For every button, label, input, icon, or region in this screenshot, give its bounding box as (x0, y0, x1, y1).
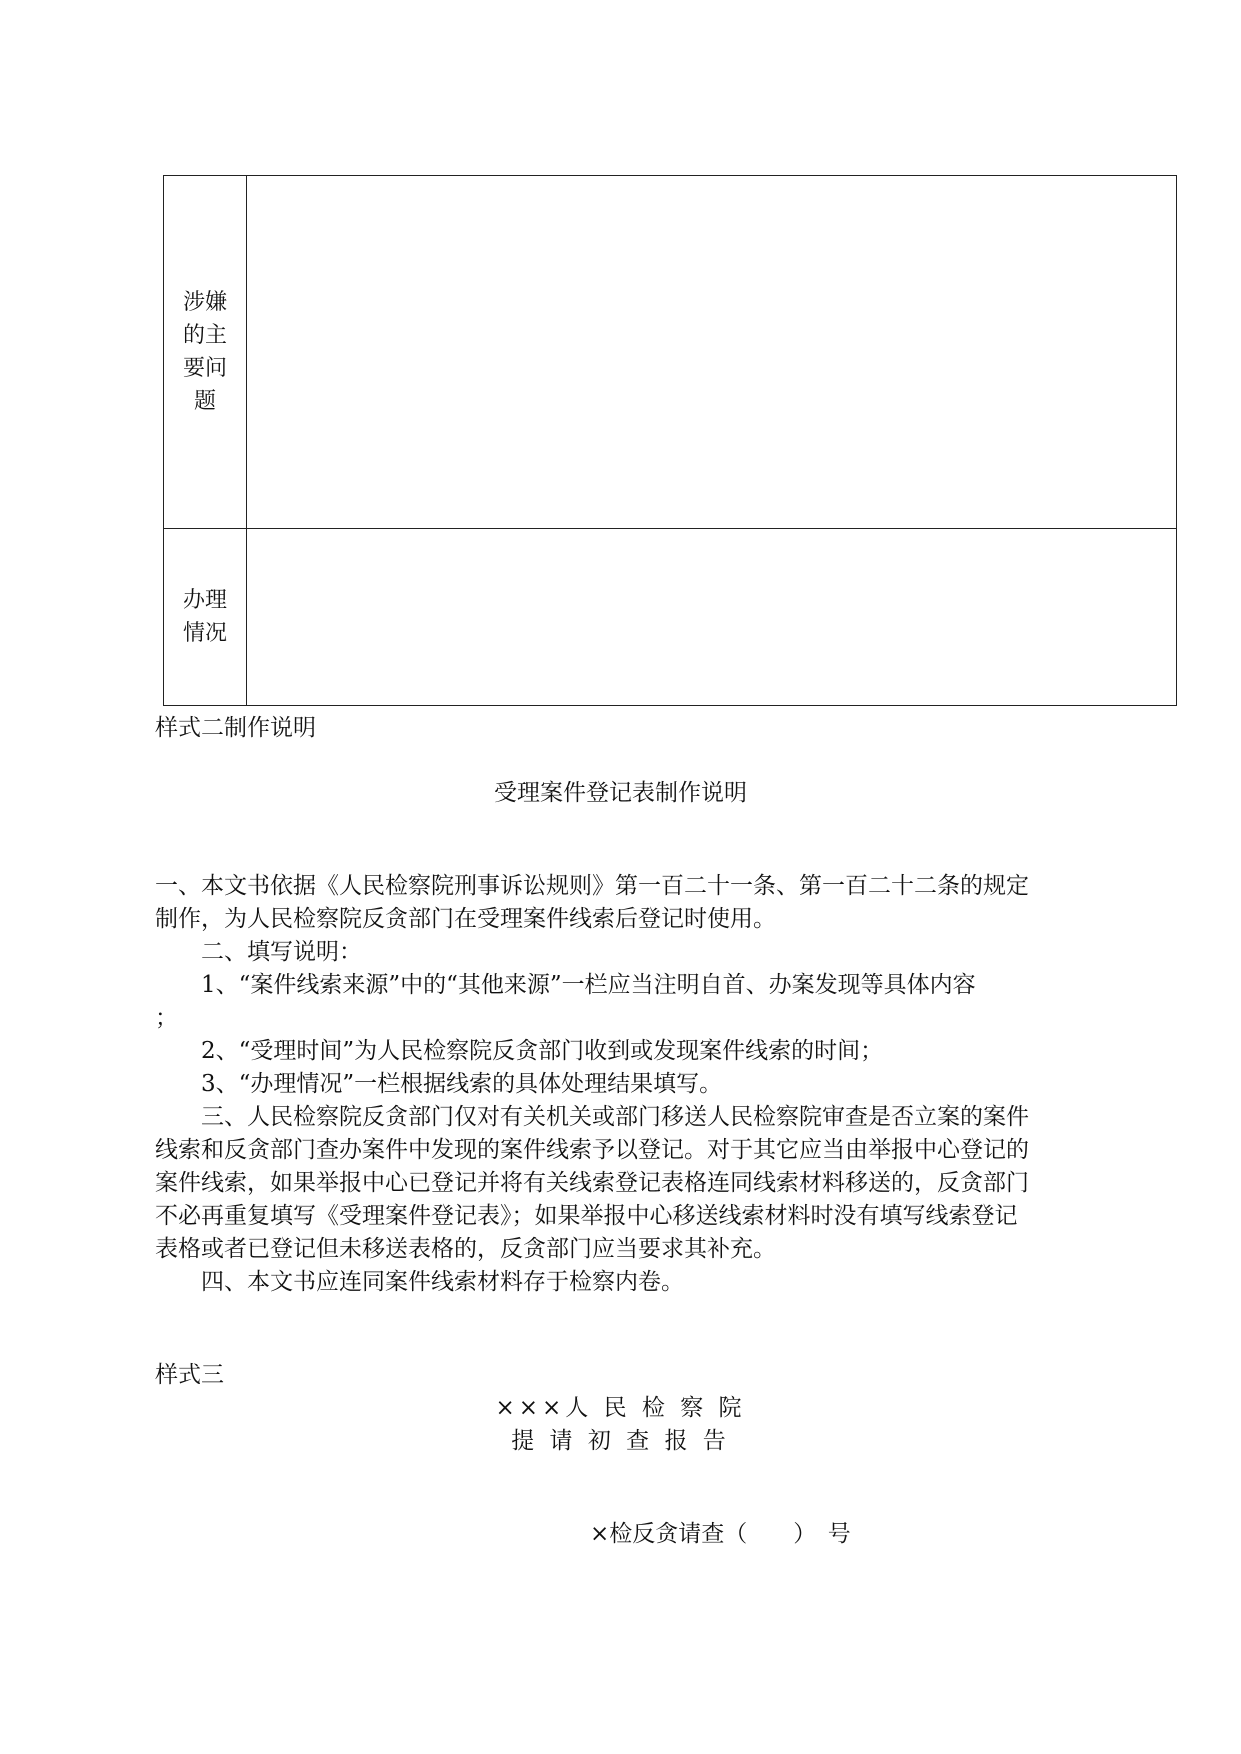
handling-label-line: 情况 (182, 621, 227, 646)
doc-title: 受理案件登记表制作说明 (494, 780, 747, 806)
style3-organization: ×××人 民 检 察 院 (495, 1395, 746, 1421)
issue-label-line: 要问 (182, 356, 227, 381)
style3-label: 样式三 (155, 1362, 224, 1388)
paragraph-line: 不必再重复填写《受理案件登记表》；如果举报中心移送线索材料时没有填写线索登记 (155, 1203, 1018, 1229)
issue-label-line: 的主 (182, 323, 227, 348)
paragraph-line: 制作，为人民检察院反贪部门在受理案件线索后登记时使用。 (155, 906, 776, 932)
section-heading: 二、填写说明： (201, 939, 362, 965)
document-number: ×检反贪请查（ ） 号 (590, 1521, 851, 1547)
paragraph-line: 表格或者已登记但未移送表格的，反贪部门应当要求其补充。 (155, 1236, 776, 1262)
paragraph-line: 一、本文书依据《人民检察院刑事诉讼规则》第一百二十一条、第一百二十二条的规定 (155, 873, 1029, 899)
list-item: 1、“案件线索来源”中的“其他来源”一栏应当注明自首、办案发现等具体内容 (201, 972, 976, 998)
issue-content-cell (247, 176, 1177, 529)
list-item: 3、“办理情况”一栏根据线索的具体处理结果填写。 (201, 1071, 723, 1097)
paragraph-line: 四、本文书应连同案件线索材料存于检察内卷。 (201, 1269, 684, 1295)
handling-label-line: 办理 (182, 588, 227, 613)
paragraph-line: 线索和反贪部门查办案件中发现的案件线索予以登记。对于其它应当由举报中心登记的 (155, 1137, 1029, 1163)
style3-title: 提 请 初 查 报 告 (511, 1428, 730, 1454)
paragraph-line: 案件线索，如果举报中心已登记并将有关线索登记表格连同线索材料移送的，反贪部门 (155, 1170, 1029, 1196)
list-item-continuation: ； (155, 1005, 178, 1031)
instruction-body (155, 870, 1105, 1299)
handling-label-cell (164, 529, 247, 706)
list-item: 2、“受理时间”为人民检察院反贪部门收到或发现案件线索的时间； (201, 1038, 884, 1064)
issue-label-line: 涉嫌 (182, 290, 227, 315)
registration-form-table (163, 175, 1177, 706)
issue-label-cell (164, 176, 247, 529)
handling-content-cell (247, 529, 1177, 706)
issue-label-line: 题 (193, 389, 216, 414)
style2-label: 样式二制作说明 (155, 715, 316, 741)
paragraph-line: 三、人民检察院反贪部门仅对有关机关或部门移送人民检察院审查是否立案的案件 (201, 1104, 1029, 1130)
table-row-issue (164, 176, 1177, 529)
table-row-handling (164, 529, 1177, 706)
